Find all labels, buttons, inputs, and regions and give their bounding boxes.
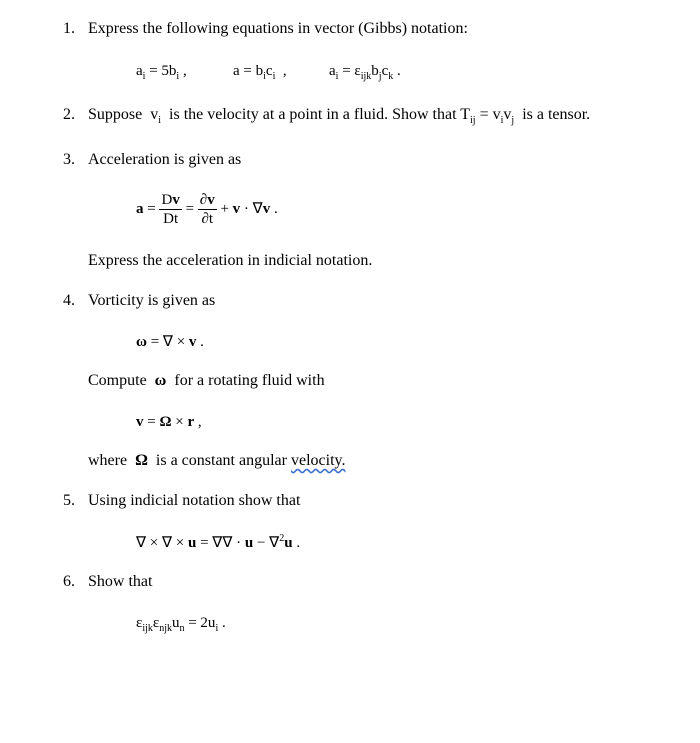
spellcheck-word: velocity. [290, 452, 346, 469]
equation-epsilon-identity: $\varepsilon_{ijk}\varepsilon_{njk}u_n = 2u_i$ . [136, 615, 226, 634]
item-2-text-b: is the velocity at a point in a fluid. Show that [169, 106, 457, 123]
item-number-6: 6. [63, 573, 75, 590]
item-number-3: 3. [63, 151, 75, 168]
item-4-text-2a: Compute [88, 372, 147, 389]
item-4-text-2b: for a rotating fluid with [174, 372, 325, 389]
item-2-text-c: is a tensor. [522, 106, 591, 123]
item-1-text: Express the following equations in vector (Gibbs) notation: [88, 20, 468, 37]
item-3-text: Acceleration is given as [88, 151, 242, 168]
math-tensor-def: $T_{ij} = v_iv_j$ [460, 106, 515, 126]
equation-1b: $a = b_ic_i$ , [233, 63, 287, 82]
item-number-2: 2. [63, 106, 75, 123]
item-5-text: Using indicial notation show that [88, 492, 301, 509]
item-4-text-3b: is a constant angular [155, 452, 287, 469]
item-number-4: 4. [63, 292, 75, 309]
item-2-text-a: Suppose [88, 106, 143, 123]
math-Omega: Ω [135, 452, 148, 469]
equation-vorticity: ω = ∇ × v . [136, 334, 204, 350]
equation-rotation: v = Ω × r , [136, 414, 202, 430]
item-2-line [88, 105, 590, 125]
equation-acceleration: a = $\frac{Dv}{Dt}$ = $\frac{\partial v}{\partial t}$ + v · ∇v . [136, 192, 278, 227]
item-6-text: Show that [88, 573, 153, 590]
item-4-line-2 [88, 371, 325, 391]
math-v-i: $v_i$ [150, 106, 162, 126]
item-number-5: 5. [63, 492, 75, 509]
equation-1a: $a_i = 5b_i$ , [136, 63, 187, 82]
math-omega: ω [154, 372, 167, 389]
item-number-1: 1. [63, 20, 75, 37]
item-4-line-3 [88, 451, 345, 471]
item-4-text-3a: where [88, 452, 128, 469]
item-3-text-2: Express the acceleration in indicial notation. [88, 252, 373, 269]
equation-curl-curl: ∇ × ∇ × u = ∇∇ · u − ∇$^2$u . [136, 533, 301, 551]
equation-1c: $a_i = \varepsilon_{ijk}b_jc_k$ . [329, 63, 401, 82]
item-4-text: Vorticity is given as [88, 292, 216, 309]
